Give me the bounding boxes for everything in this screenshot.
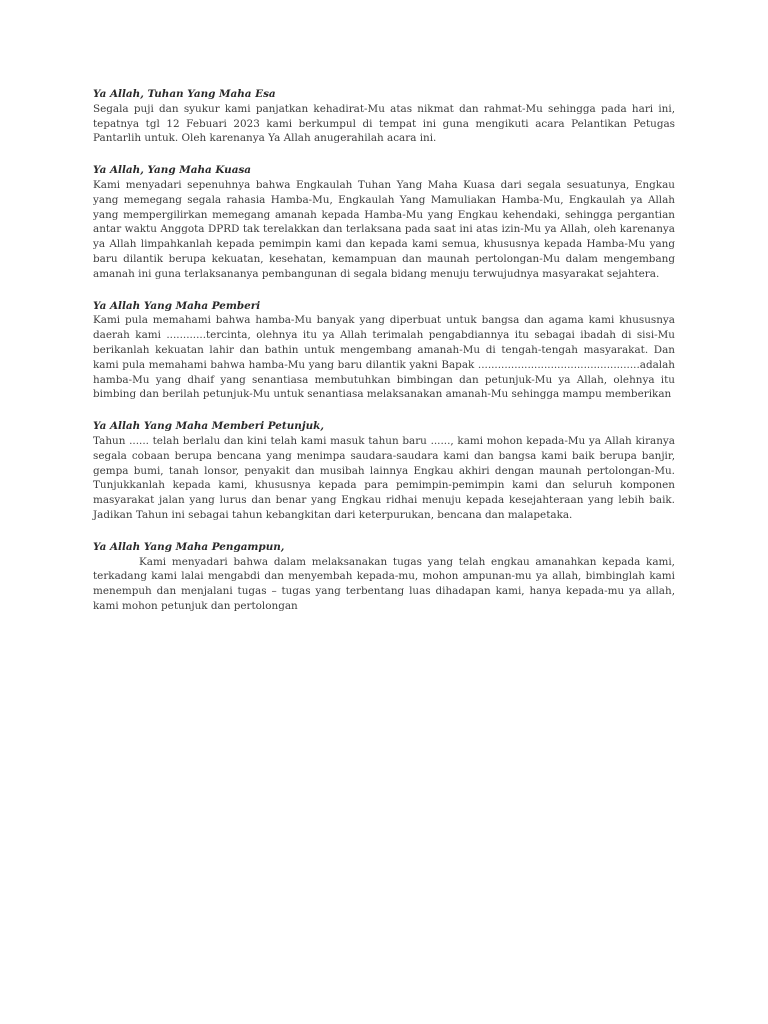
section-heading: Ya Allah, Tuhan Yang Maha Esa [93,88,276,100]
section-paragraph: Kami menyadari bahwa dalam melaksanakan tugas yang telah engkau amanahkan kepada kami, terkadang kami lalai mengabdi dan menyembah kepada-mu, mohon ampunan-mu ya allah, bimbinglah kami menempuh dan menjalani tugas – tugas yang terbentang luas dihadapan kami, hanya kepada-mu ya allah, kami mohon petunjuk dan pertolongan [93,555,675,612]
section-paragraph: Tahun ...... telah berlalu dan kini telah kami masuk tahun baru ......, kami mohon kepada-Mu ya Allah kiranya segala cobaan berupa bencana yang menimpa saudara-saudara kami dan bangsa kami baik berupa banjir, gempa bumi, tanah lonsor, penyakit dan musibah lainnya Engkau akhiri dengan maunah pertolongan-Mu. Tunjukkanlah kepada kami, khususnya kepada para pemimpin-pemimpin kami dan seluruh komponen masyarakat jalan yang lurus dan benar yang Engkau ridhai menuju kepada kesejahteraan yang lebih baik. Jadikan Tahun ini sebagai tahun kebangkitan dari keterpurukan, bencana dan malapetaka. [93,434,675,521]
prayer-text-body [93,87,675,631]
section-yang-maha-memberi-petunjuk [93,419,675,523]
section-heading: Ya Allah Yang Maha Pemberi [93,299,261,312]
section-tuhan-yang-maha-esa [93,87,675,146]
section-heading: Ya Allah, Yang Maha Kuasa [93,164,252,177]
section-heading: Ya Allah Yang Maha Pengampun, [93,540,285,553]
section-paragraph: Kami menyadari sepenuhnya bahwa Engkaulah Tuhan Yang Maha Kuasa dari segala sesuatunya, Engkau yang memegang segala rahasia Hamba-Mu, Engkaulah Yang Mamuliakan Hamba-Mu, Engkaulah ya Allah yang mempergilirkan memegang amanah kepada Hamba-Mu yang Engkau kehendaki, sehingga pergantian antar waktu Anggota DPRD tak terelakkan dan terlaksana pada saat ini atas izin-Mu ya Allah, oleh karenanya ya Allah limpahkanlah kepada pemimpin kami dan kepada kami semua, khususnya kepada Hamba-Mu yang baru dilantik berupa kekuatan, kesehatan, kemampuan dan maunah pertolongan-Mu dalam mengembang amanah ini guna terlaksananya pembangunan di segala bidang menuju terwujudnya masyarakat sejahtera. [93,178,675,280]
section-paragraph: Kami pula memahami bahwa hamba-Mu banyak yang diperbuat untuk bangsa dan agama kami khususnya daerah kami ............tercinta, olehnya itu ya Allah terimalah pengabdiannya itu sebagai ibadah di sisi-Mu berikanlah kekuatan lahir dan bathin untuk mengembang amanah-Mu di tengah-tengah masyarakat. Dan kami pula memahami bahwa hamba-Mu yang baru dilantik yakni Bapak .................................................adalah hamba-Mu yang dhaif yang senantiasa membutuhkan bimbingan dan petunjuk-Mu ya Allah, olehnya itu bimbing dan berilah petunjuk-Mu untuk senantiasa melaksanakan amanah-Mu sehingga mampu memberikan [93,314,675,401]
section-heading: Ya Allah Yang Maha Memberi Petunjuk, [93,420,324,433]
section-yang-maha-kuasa [93,163,675,281]
section-yang-maha-pemberi [93,299,675,403]
section-yang-maha-pengampun [93,540,675,614]
section-paragraph: Segala puji dan syukur kami panjatkan kehadirat-Mu atas nikmat dan rahmat-Mu sehingga pada hari ini, tepatnya tgl 12 Febuari 2023 kami berkumpul di tempat ini guna mengikuti acara Pelantikan Petugas Pantarlih untuk. Oleh karenanya Ya Allah anugerahilah acara ini. [93,102,675,145]
